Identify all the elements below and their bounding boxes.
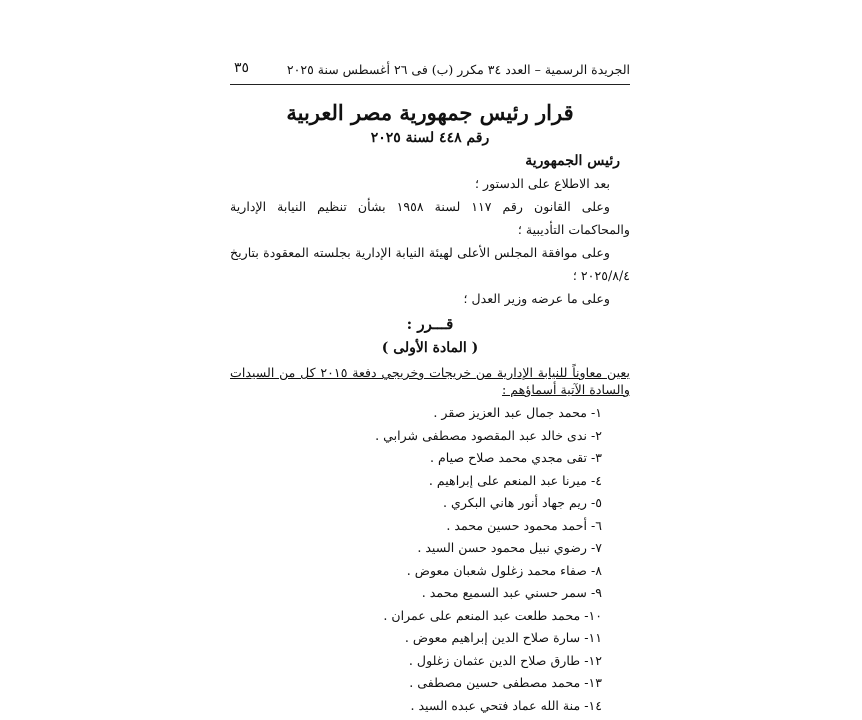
list-item: ٩- سمر حسني عبد السميع محمد . — [421, 585, 602, 600]
list-item: ٢- ندى خالد عبد المقصود مصطفى شرابي . — [375, 427, 602, 443]
list-item: ١٢- طارق صلاح الدين عثمان زغلول . — [408, 652, 602, 668]
list-item: ١- محمد جمال عبد العزيز صقر . — [433, 405, 602, 420]
list-item: ١٤- منة الله عماد فتحي عبده السيد . — [410, 697, 602, 713]
appointee-list — [230, 402, 630, 717]
president-heading: رئيس الجمهورية — [525, 153, 620, 169]
list-item: ١٣- محمد مصطفى حسين مصطفى . — [409, 675, 602, 690]
decree-body — [230, 92, 630, 717]
list-item: ٤- ميرنا عبد المنعم على إبراهيم . — [428, 472, 602, 488]
decree-number: رقم ٤٤٨ لسنة ٢٠٢٥ — [370, 130, 490, 146]
list-item: ٥- ريم جهاد أنور هاني البكري . — [442, 495, 602, 510]
decided-heading: قـــرر : — [406, 315, 454, 333]
page-header — [230, 56, 630, 85]
decree-title: قرار رئيس جمهورية مصر العربية — [286, 100, 574, 125]
preamble-item: وعلى ما عرضه وزير العدل ؛ — [463, 291, 610, 306]
list-item: ٨- صفاء محمد زغلول شعبان معوض . — [406, 562, 602, 578]
publication-line: الجريدة الرسمية – العدد ٣٤ مكرر (ب) فى ٢٦ أغسطس سنة ٢٠٢٥ — [286, 62, 630, 77]
list-item: ١٠- محمد طلعت عبد المنعم على عمران . — [383, 607, 602, 623]
preamble-item: وعلى موافقة المجلس الأعلى لهيئة النيابة الإدارية بجلسته المعقودة بتاريخ ٢٠٢٥/٨/٤ ؛ — [230, 245, 630, 283]
article-title: ( المادة الأولى ) — [381, 340, 479, 356]
list-item: ٦- أحمد محمود حسين محمد . — [446, 517, 602, 533]
list-item: ٣- تقى مجدي محمد صلاح صيام . — [430, 450, 602, 465]
list-item: ٧- رضوي نبيل محمود حسن السيد . — [417, 540, 602, 555]
appointment-text: يعين معاوناً للنيابة الإدارية من خريجات وخريجي دفعة ٢٠١٥ كل من السيدات والسادة الآتية أسماؤهم : — [230, 365, 630, 397]
preamble-item: وعلى القانون رقم ١١٧ لسنة ١٩٥٨ بشأن تنظيم النيابة الإدارية والمحاكمات التأديبية ؛ — [230, 199, 630, 237]
preamble-item: بعد الاطلاع على الدستور ؛ — [474, 176, 610, 191]
page-number: ٣٥ — [234, 60, 250, 76]
list-item: ١١- سارة صلاح الدين إبراهيم معوض . — [404, 630, 602, 645]
